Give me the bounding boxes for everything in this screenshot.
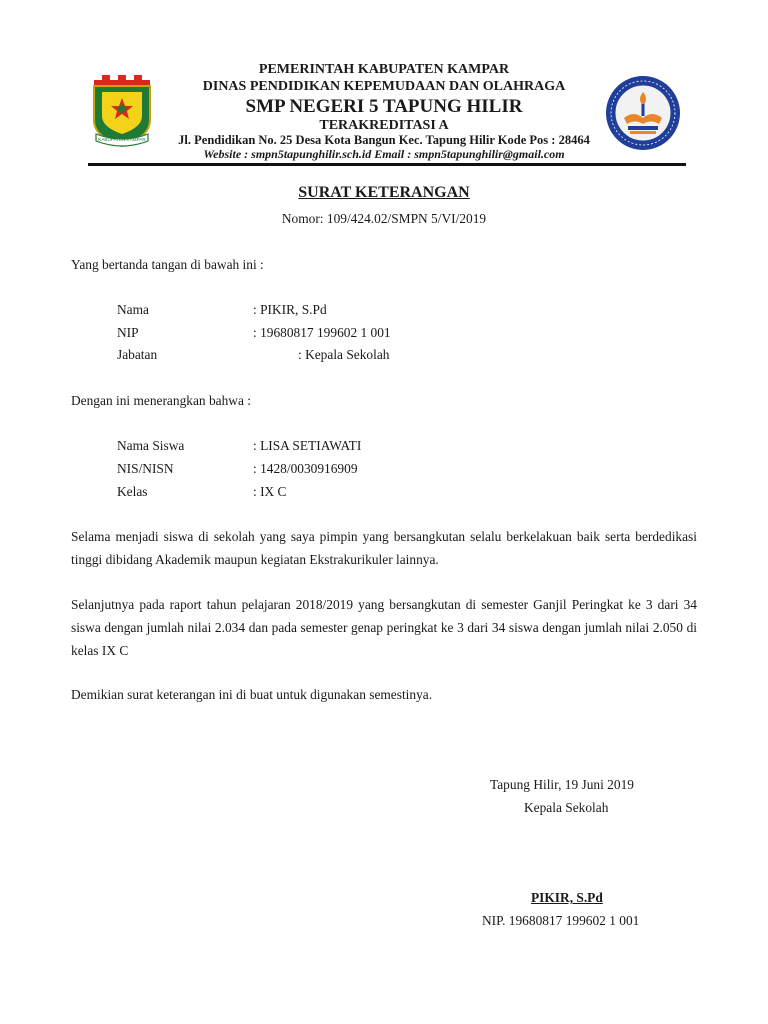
signature-nip: NIP. 19680817 199602 1 001: [482, 913, 640, 928]
closing-text: Demikian surat keterangan ini di buat untuk digunakan semestinya.: [71, 687, 433, 702]
student-nis-label: NIS/NISN: [117, 461, 174, 476]
signer-position-value: : Kepala Sekolah: [298, 347, 390, 362]
signature-name: PIKIR, S.Pd: [531, 890, 603, 905]
states-text: Dengan ini menerangkan bahwa :: [71, 393, 251, 408]
signer-name-value: : PIKIR, S.Pd: [253, 302, 327, 317]
behavior-paragraph: Selama menjadi siswa di sekolah yang saya pimpin yang bersangkutan selalu berkelakuan baik serta berdedikasi tinggi dibidang Akademik maupun kegiatan Ekstrakurikuler lainnya.: [71, 529, 697, 567]
letterhead-contact: Website : smpn5tapunghilir.sch.id Email : smpn5tapunghilir@gmail.com: [203, 147, 565, 161]
document-title: SURAT KETERANGAN: [298, 184, 470, 201]
letterhead-government: PEMERINTAH KABUPATEN KAMPAR: [258, 62, 510, 77]
letterhead-address: Jl. Pendidikan No. 25 Desa Kota Bangun Kec. Tapung Hilir Kode Pos : 28464: [178, 133, 590, 147]
signature-place-date: Tapung Hilir, 19 Juni 2019: [490, 777, 634, 792]
student-name-label: Nama Siswa: [117, 438, 185, 453]
letterhead-accreditation: TERAKREDITASI A: [319, 118, 449, 133]
letterhead-school-name: SMP NEGERI 5 TAPUNG HILIR: [245, 96, 523, 117]
signer-name-label: Nama: [117, 302, 149, 317]
letterhead-divider: [88, 163, 686, 166]
signer-position-label: Jabatan: [117, 347, 158, 362]
signer-nip-value: : 19680817 199602 1 001: [253, 325, 391, 340]
intro-text: Yang bertanda tangan di bawah ini :: [71, 257, 264, 272]
ranking-paragraph: Selanjutnya pada raport tahun pelajaran 2018/2019 yang bersangkutan di semester Ganjil Peringkat ke 3 dari 34 siswa dengan jumlah nilai 2.034 dan pada semester genap peringkat ke 3 dari 34 siswa dengan jumlah nilai 2.050 di kelas IX C: [71, 597, 697, 658]
student-class-label: Kelas: [117, 484, 148, 499]
emblem-banner-text: KABUPATEN KAMPAR: [98, 137, 146, 142]
student-class-value: : IX C: [253, 484, 287, 499]
student-name-value: : LISA SETIAWATI: [253, 438, 362, 453]
student-nis-value: : 1428/0030916909: [253, 461, 358, 476]
signer-nip-label: NIP: [117, 325, 139, 340]
letterhead-department: DINAS PENDIDIKAN KEPEMUDAAN DAN OLAHRAGA: [202, 79, 566, 94]
document-number: Nomor: 109/424.02/SMPN 5/VI/2019: [281, 211, 487, 226]
signature-position: Kepala Sekolah: [524, 800, 609, 815]
